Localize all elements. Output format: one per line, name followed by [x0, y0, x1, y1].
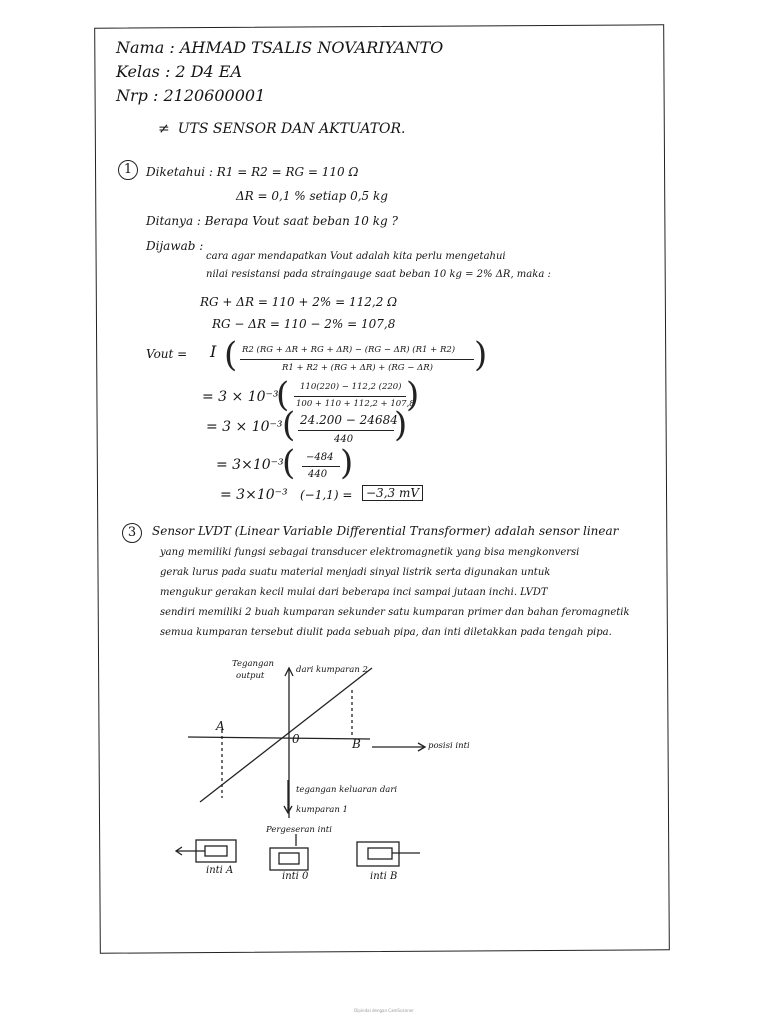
- core-b-label: inti B: [370, 871, 398, 882]
- x-axis-label: posisi inti: [428, 741, 470, 751]
- step2-paren-left: (: [282, 405, 296, 445]
- core-0: [279, 853, 299, 864]
- vout-label: Vout =: [146, 347, 188, 361]
- step3-numerator: −484: [306, 452, 334, 463]
- y-label-line1: Tegangan: [232, 659, 275, 669]
- title-text: UTS SENSOR DAN AKTUATOR.: [177, 121, 406, 137]
- lvdt-line-1: Sensor LVDT (Linear Variable Differential Transformer) adalah sensor linear: [152, 524, 619, 538]
- step2-paren-right: ): [394, 405, 408, 445]
- point-a-label: A: [216, 719, 225, 733]
- bottom-label-line1: tegangan keluaran dari: [296, 785, 398, 795]
- question-1-number: 1: [118, 160, 138, 180]
- vout-paren-right: ): [474, 335, 488, 375]
- origin-label: 0: [292, 732, 300, 746]
- student-class: Kelas : 2 D4 EA: [116, 62, 243, 81]
- core-a-label: inti A: [206, 865, 234, 876]
- q1-rg-plus: RG + ΔR = 110 + 2% = 112,2 Ω: [200, 295, 398, 309]
- step1-numerator: 110(220) − 112,2 (220): [300, 382, 402, 392]
- student-name: Nama : AHMAD TSALIS NOVARIYANTO: [116, 38, 444, 57]
- lvdt-line-4: mengukur gerakan kecil mulai dari beberapa inci sampai jutaan inchi. LVDT: [160, 587, 548, 598]
- step2-numerator: 24.200 − 24684: [300, 413, 398, 427]
- q1-rg-minus: RG − ΔR = 110 − 2% = 107,8: [212, 317, 396, 331]
- lvdt-line-3: gerak lurus pada suatu material menjadi sinyal listrik serta digunakan untuk: [160, 567, 551, 578]
- vout-paren-left: (: [224, 335, 238, 375]
- step1-denominator: 100 + 110 + 112,2 + 107,8: [296, 399, 415, 409]
- step1-paren-left: (: [276, 375, 290, 415]
- student-nrp: Nrp : 2120600001: [116, 86, 266, 105]
- bottom-label-line2: kumparan 1: [296, 805, 348, 815]
- step4-middle: (−1,1) =: [300, 488, 353, 502]
- scanner-footer: Dipindai dengan CamScanner: [354, 1008, 414, 1013]
- q1-ditanya: Ditanya : Berapa Vout saat beban 10 kg ?: [146, 214, 398, 228]
- output-voltage-line: [200, 665, 372, 802]
- step3-paren-left: (: [282, 443, 296, 483]
- vout-current-symbol: I: [210, 342, 217, 361]
- coil-b: [357, 842, 399, 866]
- step4-prefix: = 3×10⁻³: [220, 487, 288, 503]
- q1-diketahui: Diketahui : R1 = R2 = RG = 110 Ω: [146, 165, 359, 179]
- q1-explanation-2: nilai resistansi pada straingauge saat beban 10 kg = 2% ΔR, maka :: [206, 269, 551, 280]
- lvdt-line-5: sendiri memiliki 2 buah kumparan sekunder satu kumparan primer dan bahan feromagnetik: [160, 607, 630, 618]
- core-shift-label: Pergeseran inti: [266, 825, 332, 835]
- q1-explanation-1: cara agar mendapatkan Vout adalah kita perlu mengetahui: [206, 251, 506, 262]
- step1-prefix: = 3 × 10⁻³: [202, 389, 279, 405]
- lvdt-line-6: semua kumparan tersebut diulit pada sebuah pipa, dan inti diletakkan pada tengah pipa.: [160, 627, 612, 638]
- step3-prefix: = 3×10⁻³: [216, 457, 284, 473]
- step1-paren-right: ): [406, 375, 420, 415]
- step2-prefix: = 3 × 10⁻³: [206, 419, 283, 435]
- vout-numerator: R2 (RG + ΔR + RG + ΔR) − (RG − ΔR) (R1 + R2): [242, 345, 456, 355]
- coil-0: [270, 848, 308, 870]
- page-title: ≠ UTS SENSOR DAN AKTUATOR.: [158, 121, 406, 137]
- core-0-label: inti 0: [282, 871, 309, 882]
- q1-dijawab: Dijawab :: [146, 239, 204, 253]
- y-label-line2: output: [236, 671, 265, 681]
- q1-delta-r: ΔR = 0,1 % setiap 0,5 kg: [236, 189, 388, 203]
- line-label: dari kumparan 2: [296, 665, 368, 675]
- question-3-number: 3: [122, 523, 142, 543]
- core-a: [205, 846, 227, 856]
- step3-paren-right: ): [340, 443, 354, 483]
- x-axis: [188, 737, 370, 739]
- step3-denominator: 440: [308, 469, 328, 480]
- step2-denominator: 440: [334, 434, 354, 445]
- point-b-label: B: [352, 737, 361, 751]
- core-b: [368, 848, 392, 859]
- vout-denominator: R1 + R2 + (RG + ΔR) + (RG − ΔR): [282, 363, 433, 373]
- lvdt-line-2: yang memiliki fungsi sebagai transducer elektromagnetik yang bisa mengkonversi: [160, 547, 580, 558]
- final-answer: −3,3 mV: [362, 485, 423, 501]
